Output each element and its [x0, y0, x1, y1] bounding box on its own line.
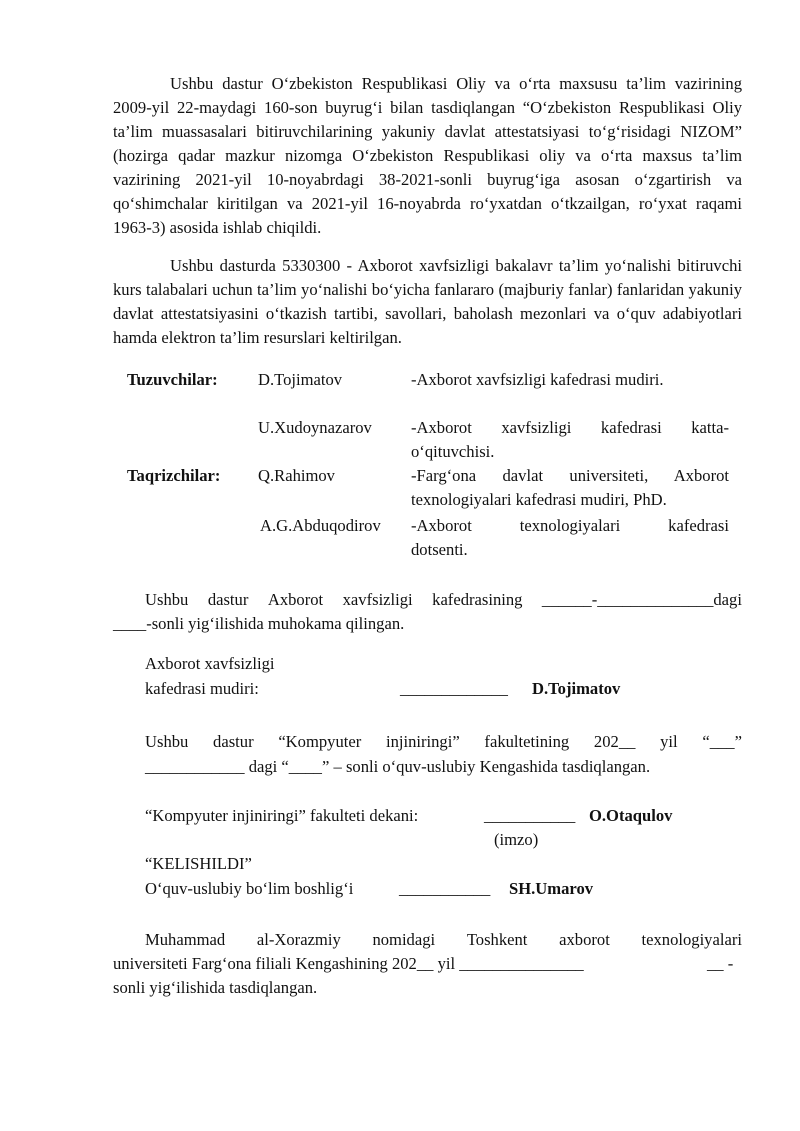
word: fakultetining: [484, 732, 570, 751]
author-name: Q.Rahimov: [258, 466, 335, 485]
council-line-2: ____________ dagi “____” – sonli o‘quv-uslubiy Kengashida tasdiqlangan.: [145, 757, 651, 776]
word: texnologiyalari: [641, 930, 742, 949]
intro-paragraph-2: Ushbu dasturda 5330300 - Axborot xavfsizligi bakalavr ta’lim yo‘nalishi bitiruvchi kurs talabalari uchun ta’lim yo‘nalishi bo‘yicha fanlararo (majburiy fanlar) fanlaridan yakuniy davlat attestatsiyasini o‘tkazish tartibi, savollari, baholash mezonlari va o‘quv adabiyotlari hamda elektron ta’lim resurslari keltirilgan.: [113, 256, 742, 347]
author-description: [411, 368, 729, 392]
author-name: D.Tojimatov: [258, 370, 343, 389]
word: Muhammad: [145, 930, 226, 949]
dean-label: “Kompyuter injiniringi” fakulteti dekani:: [145, 806, 419, 825]
branch-line-2: universiteti Farg‘ona filiali Kengashining 202__ yil _______________: [113, 954, 584, 973]
department-label-line-1: Axborot xavfsizligi: [145, 654, 275, 673]
author-description: [411, 416, 729, 464]
word: Toshkent: [466, 930, 528, 949]
author-description: [411, 464, 729, 512]
word: Ushbu: [145, 732, 189, 751]
author-description-line: -Axborot texnologiyalari kafedrasi: [411, 516, 729, 535]
author-description-line: -Axborot xavfsizligi kafedrasi mudiri.: [411, 370, 664, 389]
author-name: A.G.Abduqodirov: [260, 516, 381, 535]
word: Axborot: [267, 590, 324, 609]
department-label-line-2: kafedrasi mudiri:: [145, 679, 259, 698]
agreed-label: O‘quv-uslubiy bo‘lim boshlig‘i: [145, 879, 354, 898]
word: al-Xorazmiy: [256, 930, 341, 949]
word: dastur: [207, 590, 249, 609]
agreed-name: SH.Umarov: [509, 879, 594, 898]
author-name: U.Xudoynazarov: [258, 418, 372, 437]
signature-line: ___________: [484, 806, 576, 825]
author-description-line: texnologiyalari kafedrasi mudiri, PhD.: [411, 490, 667, 509]
word: dastur: [213, 732, 254, 751]
word: “Kompyuter: [278, 732, 362, 751]
author-description: [411, 514, 729, 562]
word: Ushbu: [145, 590, 189, 609]
word: nomidagi: [372, 930, 436, 949]
branch-line-1: [145, 928, 742, 952]
branch-line-2-end: __ -: [707, 954, 734, 973]
signature-caption: (imzo): [494, 830, 539, 849]
discussion-line-2: ____-sonli yig‘ilishida muhokama qilingan.: [113, 614, 405, 633]
word: yil: [660, 732, 678, 751]
author-description-line: -Axborot xavfsizligi kafedrasi katta-: [411, 418, 729, 437]
dean-name: O.Otaqulov: [589, 806, 673, 825]
compilers-label: Tuzuvchilar:: [127, 370, 218, 389]
department-head-name: D.Tojimatov: [532, 679, 621, 698]
word: ______-______________dagi: [541, 590, 742, 609]
author-description-line: -Farg‘ona davlat universiteti, Axborot: [411, 466, 729, 485]
signature-line: ___________: [399, 879, 491, 898]
word: kafedrasining: [432, 590, 523, 609]
agreed-heading: “KELISHILDI”: [145, 854, 252, 873]
discussion-line-1: [145, 588, 742, 612]
word: injiniringi”: [385, 732, 460, 751]
word: xavfsizligi: [342, 590, 413, 609]
signature-line: _____________: [400, 679, 508, 698]
reviewers-label: Taqrizchilar:: [127, 466, 221, 485]
author-description-line: o‘qituvchisi.: [411, 442, 495, 461]
word: 202__: [593, 732, 636, 751]
council-line-1: [145, 730, 742, 754]
author-description-line: dotsenti.: [411, 540, 468, 559]
intro-paragraph-1: Ushbu dastur O‘zbekiston Respublikasi Oliy va o‘rta maxsusu ta’lim vazirining 2009-yil 22-maydagi 160-son buyrug‘i bilan tasdiqlangan “O‘zbekiston Respublikasi Oliy ta’lim muassasalari bitiruvchilarining yakuniy davlat attestatsiyasi to‘g‘risidagi NIZOM” (hozirga qadar mazkur nizomga O‘zbekiston Respublikasi oliy va o‘rta maxsus ta’lim vazirining 2021-yil 10-noyabrdagi 38-2021-sonli buyrug‘iga asosan o‘zgartirish va qo‘shimchalar kiritilgan va 2021-yil 16-noyabrda ro‘yxatdan o‘tkzailgan, ro‘yxat raqami 1963-3) asosida ishlab chiqildi.: [113, 74, 742, 237]
word: axborot: [559, 930, 610, 949]
branch-line-3: sonli yig‘ilishida tasdiqlangan.: [113, 978, 318, 997]
word: “___”: [702, 732, 742, 751]
